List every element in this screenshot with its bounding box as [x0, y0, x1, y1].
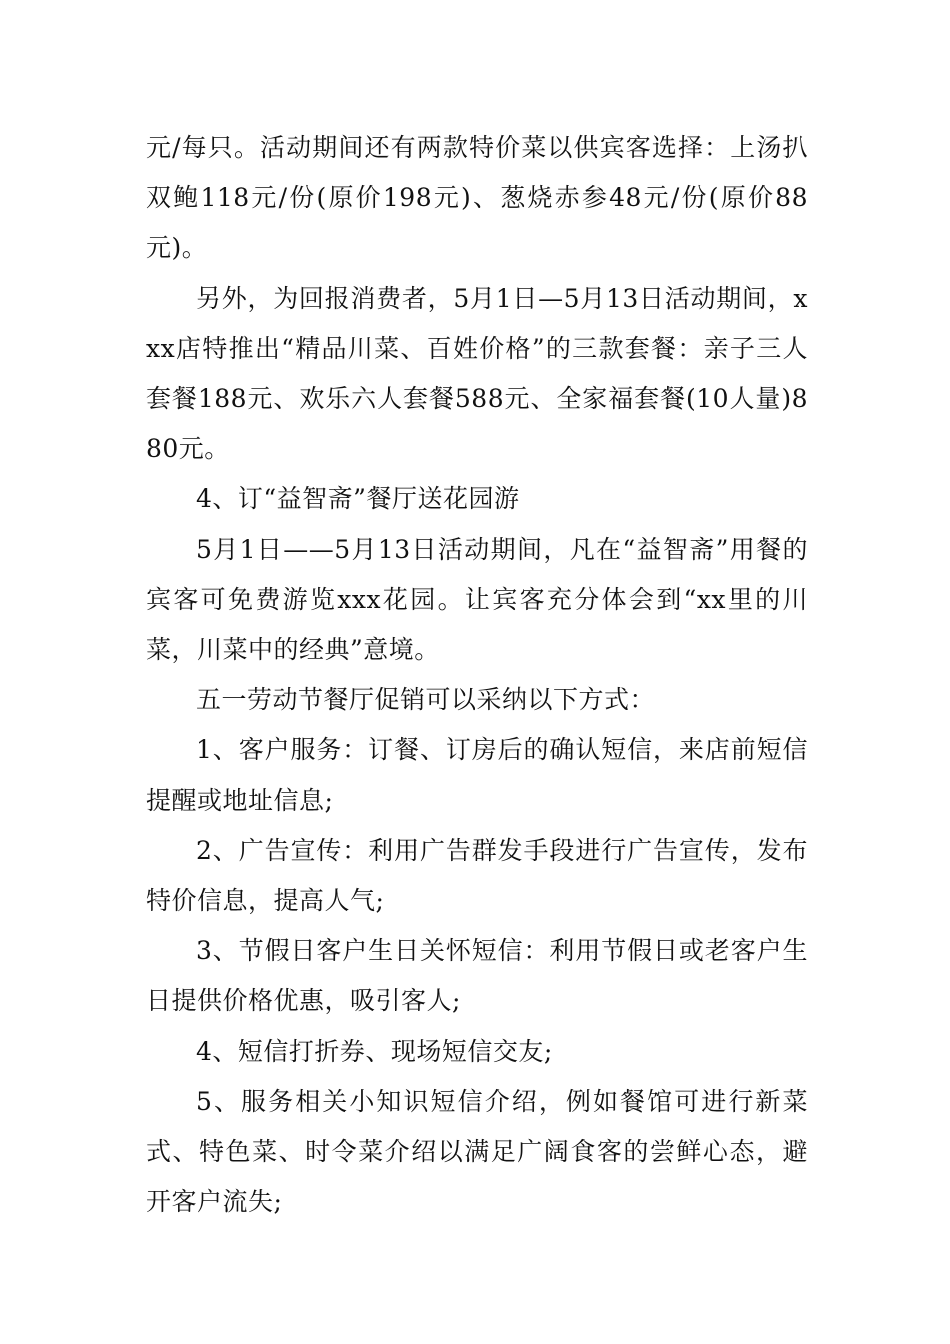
paragraph-price-specials: 元/每只。活动期间还有两款特价菜以供宾客选择：上汤扒双鲍118元/份(原价198元)、葱烧赤参48元/份(原价88元)。 [146, 133, 808, 263]
paragraph-garden-tour: 5月1日——5月13日活动期间，凡在“益智斋”用餐的宾客可免费游览xxx花园。让宾客充分体会到“xx里的川菜，川菜中的经典”意境。 [146, 534, 808, 665]
paragraph-promotion-methods: 五一劳动节餐厅促销可以采纳以下方式： [196, 685, 656, 715]
list-item-customer-service: 1、客户服务：订餐、订房后的确认短信，来店前短信提醒或地址信息; [146, 735, 808, 815]
document-body [146, 123, 808, 1227]
paragraph-set-meals: 另外，为回报消费者，5月1日—5月13日活动期间，xxx店特推出“精品川菜、百姓价格”的三款套餐：亲子三人套餐188元、欢乐六人套餐588元、全家福套餐(10人量)880元。 [146, 283, 808, 464]
list-item-sms-coupons: 4、短信打折券、现场短信交友; [196, 1036, 553, 1066]
list-item-service-tips: 5、服务相关小知识短信介绍，例如餐馆可进行新菜式、特色菜、时令菜介绍以满足广阔食客的尝鲜心态，避开客户流失; [146, 1086, 808, 1217]
list-item-holiday-care: 3、节假日客户生日关怀短信：利用节假日或老客户生日提供价格优惠，吸引客人; [146, 936, 808, 1016]
paragraph-heading-garden-tour: 4、订“益智斋”餐厅送花园游 [196, 484, 520, 514]
list-item-advertising: 2、广告宣传：利用广告群发手段进行广告宣传，发布特价信息，提高人气; [146, 835, 808, 916]
